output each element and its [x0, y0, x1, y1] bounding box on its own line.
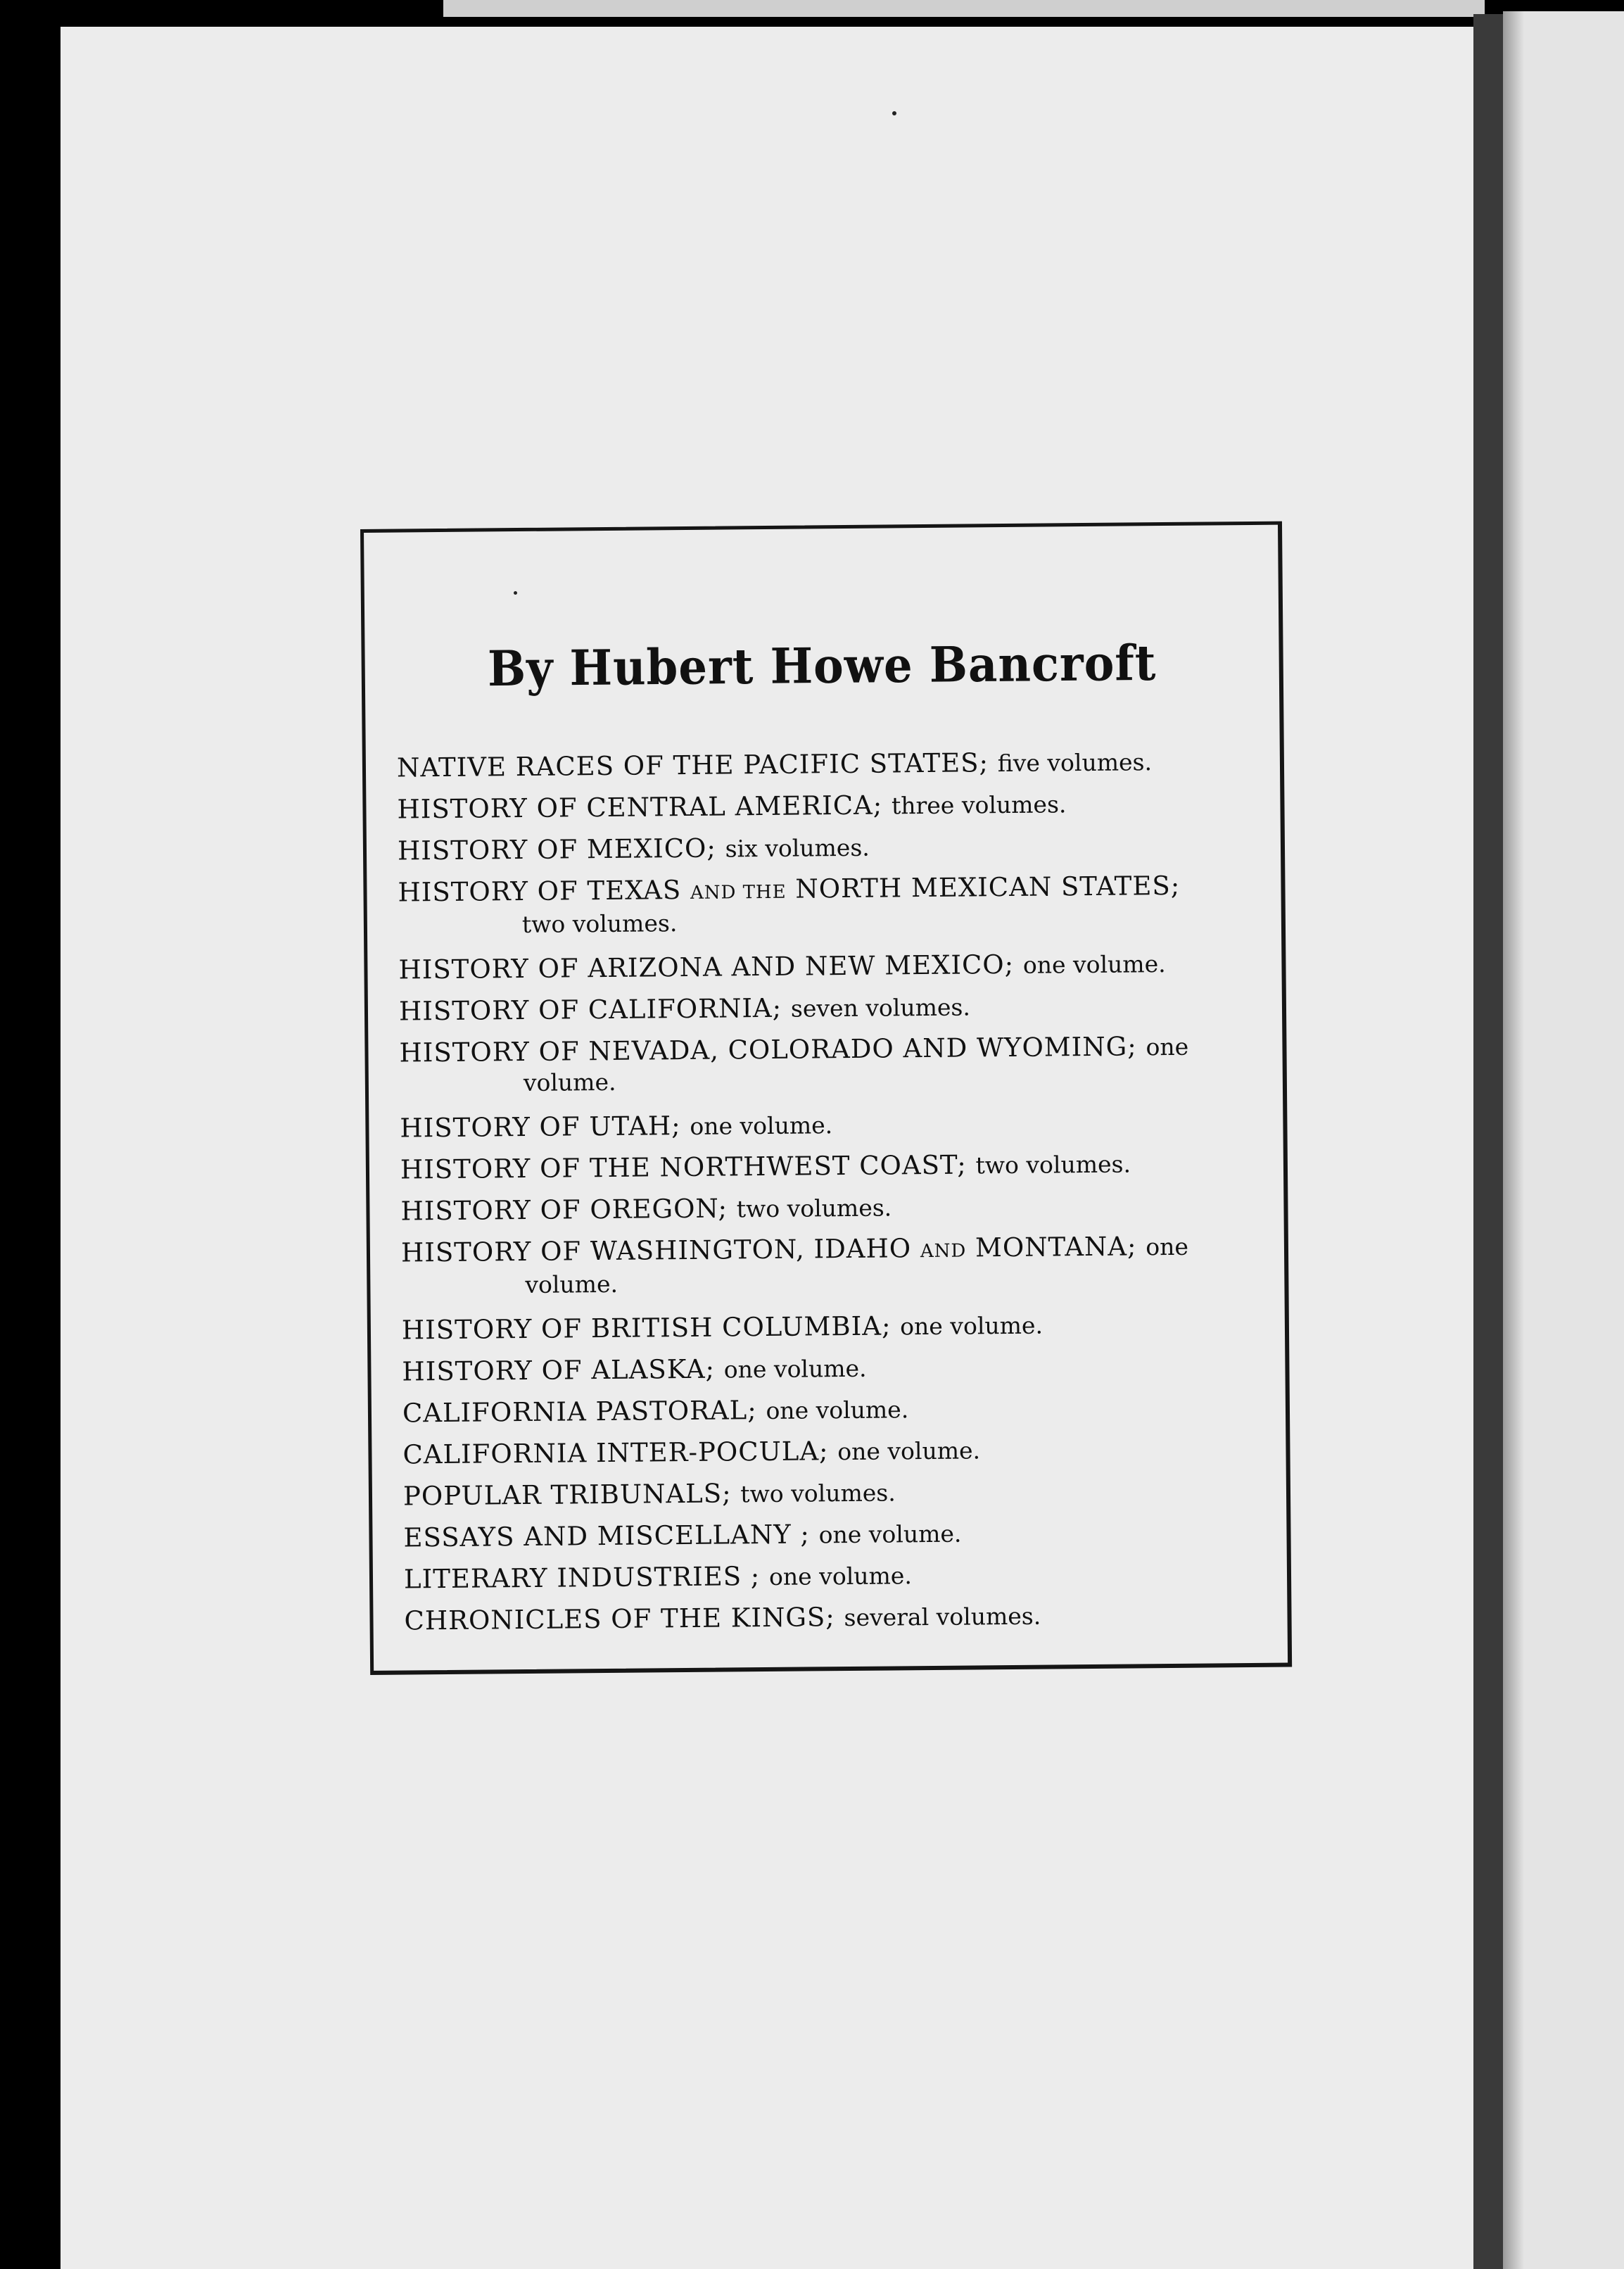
- volume-count: one volume.: [690, 1111, 833, 1140]
- book-title: [401, 1232, 1127, 1268]
- volume-count: one: [1146, 1032, 1189, 1061]
- volume-count: one volume.: [768, 1562, 913, 1591]
- separator: ;: [721, 1478, 741, 1509]
- separator: ;: [772, 992, 792, 1023]
- book-title: HISTORY OF CENTRAL AMERICA: [397, 790, 873, 825]
- separator: ;: [818, 1436, 838, 1467]
- volume-count: five volumes.: [997, 748, 1153, 778]
- book-title: HISTORY OF MEXICO: [397, 833, 707, 866]
- list-item: [398, 823, 1263, 873]
- book-title: HISTORY OF ALASKA: [402, 1353, 706, 1387]
- list-item: [398, 942, 1264, 992]
- book-title: HISTORY OF ARIZONA AND NEW MEXICO: [398, 949, 1005, 985]
- book-title: CALIFORNIA PASTORAL: [402, 1395, 748, 1429]
- volume-count: one volume.: [1022, 950, 1166, 979]
- list-item: [404, 1552, 1269, 1601]
- separator: ;: [881, 1310, 901, 1341]
- separator: ;: [671, 1110, 690, 1142]
- volume-count: one volume.: [818, 1519, 962, 1549]
- book-title: ESSAYS AND MISCELLANY: [403, 1519, 792, 1553]
- volume-count: several volumes.: [844, 1602, 1041, 1632]
- volume-count: two volumes.: [740, 1479, 896, 1508]
- separator: ;: [741, 1560, 770, 1592]
- list-item: [400, 1184, 1266, 1233]
- volume-count: one volume.: [900, 1311, 1043, 1341]
- book-title: HISTORY OF OREGON: [400, 1193, 718, 1227]
- book-title: POPULAR TRIBUNALS: [402, 1478, 723, 1512]
- list-item: [400, 1101, 1265, 1150]
- book-title: HISTORY OF UTAH: [400, 1111, 672, 1144]
- list-item: [400, 1142, 1266, 1192]
- book-title-part: HISTORY OF TEXAS: [398, 874, 691, 908]
- list-item: [402, 1386, 1268, 1435]
- book-title-part: HISTORY OF WASHINGTON, IDAHO: [400, 1233, 921, 1268]
- book-title: CALIFORNIA INTER-POCULA: [402, 1436, 820, 1470]
- separator: ;: [706, 833, 725, 864]
- book-title: HISTORY OF NEVADA, COLORADO AND WYOMING: [399, 1031, 1128, 1068]
- book-title-part: MONTANA: [966, 1231, 1128, 1263]
- book-title-part: NORTH MEXICAN STATES: [786, 870, 1171, 904]
- volume-count: six volumes.: [725, 833, 870, 863]
- facing-page-shadow: [1503, 11, 1524, 2269]
- list-item: [398, 865, 1264, 940]
- separator: ;: [1170, 870, 1181, 901]
- book-list: [397, 740, 1270, 1643]
- separator: ;: [1004, 949, 1024, 980]
- list-item: [403, 1510, 1269, 1560]
- book-title-small-caps: AND: [920, 1240, 967, 1263]
- list-item: [399, 984, 1264, 1033]
- book-title: NATIVE RACES OF THE PACIFIC STATES: [396, 747, 979, 783]
- book-title: [398, 871, 1171, 908]
- separator: ;: [747, 1395, 766, 1426]
- publisher-advertisement-box: [360, 522, 1292, 1675]
- separator: ;: [705, 1353, 724, 1384]
- volume-count: three volumes.: [891, 790, 1067, 820]
- author-heading: By Hubert Howe Bancroft: [487, 635, 1157, 698]
- separator: ;: [979, 747, 998, 778]
- volume-count: seven volumes.: [790, 993, 971, 1023]
- list-item: [397, 740, 1262, 790]
- top-page-strip: [443, 0, 1485, 17]
- book-title: HISTORY OF THE NORTHWEST COAST: [400, 1149, 958, 1185]
- separator: ;: [1127, 1231, 1146, 1262]
- book-title: LITERARY INDUSTRIES: [403, 1561, 742, 1595]
- volume-count: one volume.: [766, 1396, 909, 1425]
- list-item: [397, 782, 1262, 831]
- volume-count: one volume.: [837, 1436, 981, 1466]
- volume-count: two volumes.: [736, 1194, 892, 1223]
- list-item: [401, 1225, 1267, 1301]
- separator: ;: [825, 1602, 844, 1633]
- list-item: [399, 1025, 1265, 1099]
- separator: ;: [873, 790, 892, 821]
- page-gutter-edge: [1473, 14, 1503, 2269]
- volume-count-continued: volume.: [525, 1270, 618, 1298]
- list-item: [402, 1303, 1267, 1352]
- separator: ;: [957, 1149, 976, 1180]
- list-item: [402, 1427, 1268, 1477]
- book-title-small-caps: AND THE: [690, 881, 787, 904]
- book-title: HISTORY OF CALIFORNIA: [398, 992, 773, 1027]
- volume-count-continued: volume.: [523, 1068, 616, 1097]
- volume-count: two volumes.: [975, 1150, 1131, 1180]
- list-item: [403, 1469, 1269, 1518]
- list-item: [402, 1344, 1267, 1393]
- book-title: CHRONICLES OF THE KINGS: [404, 1602, 826, 1636]
- ink-speck: [892, 111, 896, 115]
- volume-count: one volume.: [723, 1354, 867, 1384]
- separator: ;: [791, 1519, 819, 1550]
- separator: ;: [718, 1193, 737, 1224]
- separator: ;: [1127, 1031, 1146, 1062]
- list-item: [404, 1593, 1269, 1643]
- volume-count: two volumes.: [521, 909, 678, 939]
- book-title: HISTORY OF BRITISH COLUMBIA: [401, 1310, 882, 1346]
- volume-count: one: [1146, 1232, 1189, 1261]
